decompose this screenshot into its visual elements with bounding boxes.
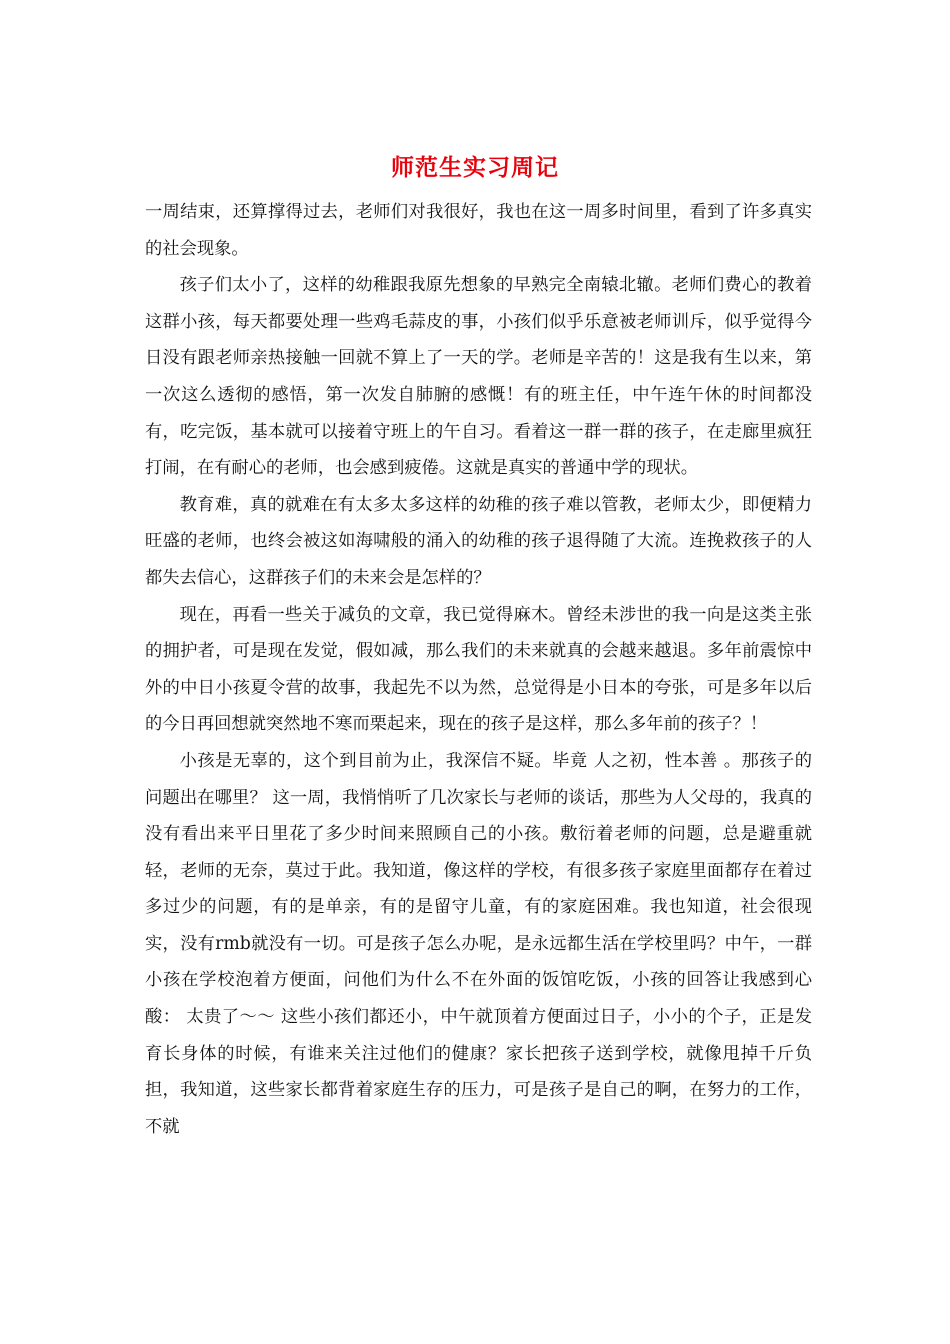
paragraph-children-too-young: 孩子们太小了，这样的幼稚跟我原先想象的早熟完全南辕北辙。老师们费心的教着这群小孩，每天都要处理一些鸡毛蒜皮的事，小孩们似乎乐意被老师训斥，似乎觉得今日没有跟老师亲热接触一回就不算上了一天的学。老师是辛苦的！这是我有生以来，第一次这么透彻的感悟，第一次发自肺腑的感慨！有的班主任，中午连午休的时间都没有，吃完饭，基本就可以接着守班上的午自习。看着这一群一群的孩子，在走廊里疯狂打闹，在有耐心的老师，也会感到疲倦。这就是真实的普通中学的现状。 bbox=[145, 275, 812, 479]
document-body bbox=[145, 194, 812, 1145]
paragraph-children-innocent: 小孩是无辜的，这个到目前为止，我深信不疑。毕竟 人之初，性本善 。那孩子的问题出在哪里？ 这一周，我悄悄听了几次家长与老师的谈话，那些为人父母的，我真的没有看出来平日里花了多少时间来照顾自己的小孩。敷衍着老师的问题，总是避重就轻，老师的无奈，莫过于此。我知道，像这样的学校，有很多孩子家庭里面都存在着过多过少的问题，有的是单亲，有的是留守儿童，有的家庭困难。我也知道，社会很现实，没有rmb就没有一切。可是孩子怎么办呢，是永远都生活在学校里吗？中午，一群小孩在学校泡着方便面，问他们为什么不在外面的饭馆吃饭，小孩的回答让我感到心酸： 太贵了～～ 这些小孩们都还小，中午就顶着方便面过日子，小小的个子，正是发育长身体的时候，有谁来关注过他们的健康？家长把孩子送到学校，就像甩掉千斤负担，我知道，这些家长都背着家庭生存的压力，可是孩子是自己的啊，在努力的工作，不就 bbox=[145, 750, 812, 1137]
paragraph-education-difficulty: 教育难，真的就难在有太多太多这样的幼稚的孩子难以管教，老师太少，即便精力旺盛的老师，也终会被这如海啸般的涌入的幼稚的孩子退得随了大流。连挽救孩子的人都失去信心，这群孩子们的未来会是怎样的？ bbox=[145, 494, 812, 588]
document-title: 师范生实习周记 bbox=[391, 154, 559, 181]
paragraph-intro: 一周结束，还算撑得过去，老师们对我很好，我也在这一周多时间里，看到了许多真实的社会现象。 bbox=[145, 202, 812, 259]
paragraph-burden-reduction: 现在，再看一些关于减负的文章，我已觉得麻木。曾经未涉世的我一向是这类主张的拥护者，可是现在发觉，假如减，那么我们的未来就真的会越来越退。多年前震惊中外的中日小孩夏令营的故事，我起先不以为然，总觉得是小日本的夸张，可是多年以后的今日再回想就突然地不寒而栗起来，现在的孩子是这样，那么多年前的孩子？！ bbox=[145, 604, 812, 735]
